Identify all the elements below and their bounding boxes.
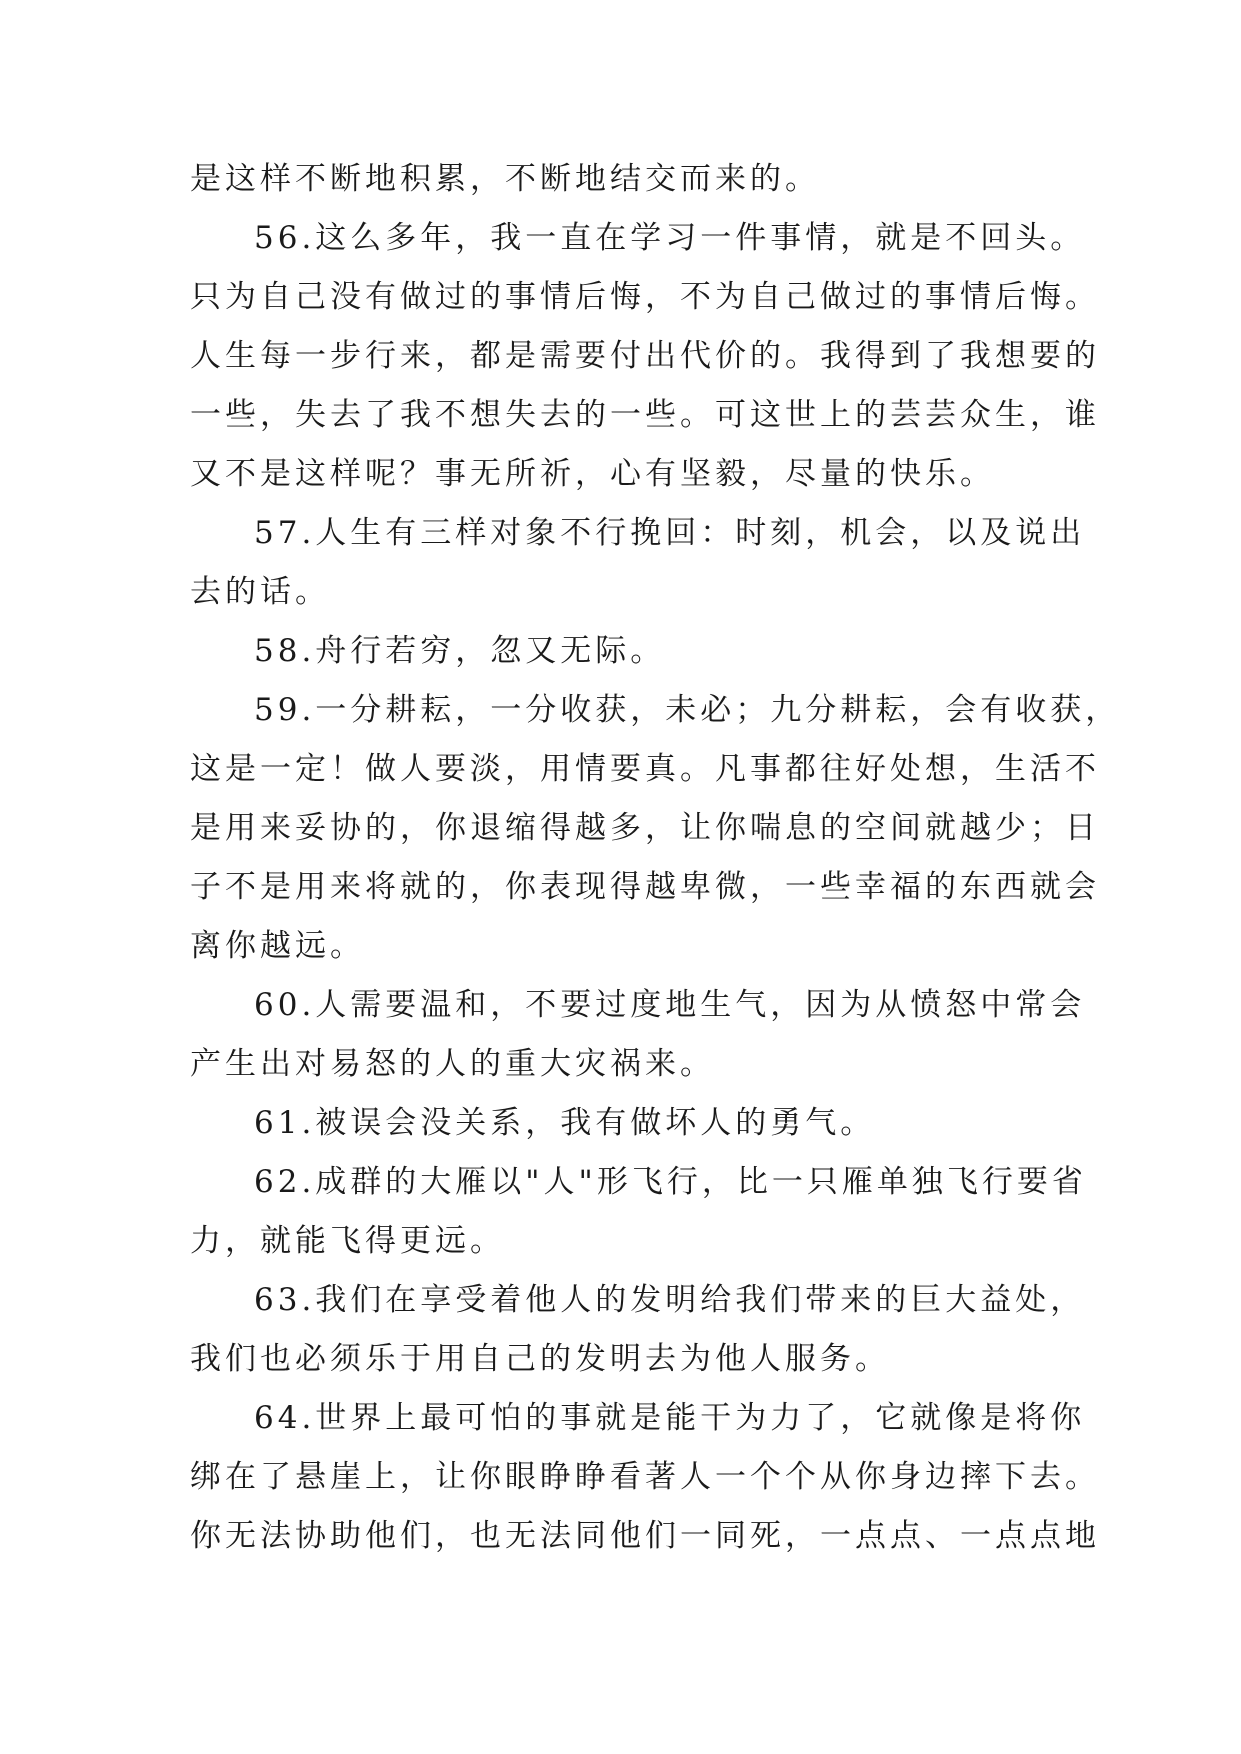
- text-line: 绑在了悬崖上，让你眼睁睁看著人一个个从你身边摔下去。: [190, 1459, 1100, 1495]
- text-line: 只为自己没有做过的事情后悔，不为自己做过的事情后悔。: [190, 279, 1100, 315]
- text-line: 这是一定！做人要淡，用情要真。凡事都往好处想，生活不: [190, 751, 1100, 787]
- document-page: [190, 150, 1121, 1566]
- text-line: 产生出对易怒的人的重大灾祸来。: [190, 1046, 715, 1082]
- text-line-item-61: 61.被误会没关系，我有做坏人的勇气。: [254, 1105, 876, 1141]
- text-line: 人生每一步行来，都是需要付出代价的。我得到了我想要的: [190, 338, 1100, 374]
- text-line-item-62: 62.成群的大雁以"人"形飞行，比一只雁单独飞行要省: [254, 1164, 1087, 1200]
- text-line-item-57: 57.人生有三样对象不行挽回：时刻，机会，以及说出: [254, 515, 1086, 551]
- text-line-item-58: 58.舟行若穷，忽又无际。: [254, 633, 666, 669]
- text-line: 子不是用来将就的，你表现得越卑微，一些幸福的东西就会: [190, 869, 1100, 905]
- text-line: 你无法协助他们，也无法同他们一同死，一点点、一点点地: [190, 1518, 1100, 1554]
- text-line: 是这样不断地积累，不断地结交而来的。: [190, 161, 820, 197]
- text-line: 我们也必须乐于用自己的发明去为他人服务。: [190, 1341, 890, 1377]
- text-line: 一些，失去了我不想失去的一些。可这世上的芸芸众生，谁: [190, 397, 1100, 433]
- text-line-item-56: 56.这么多年，我一直在学习一件事情，就是不回头。: [254, 220, 1086, 256]
- text-line-item-59: 59.一分耕耘，一分收获，未必；九分耕耘，会有收获，: [254, 692, 1121, 728]
- text-line: 是用来妥协的，你退缩得越多，让你喘息的空间就越少；日: [190, 810, 1100, 846]
- text-line: 离你越远。: [190, 928, 365, 964]
- text-line-item-64: 64.世界上最可怕的事就是能干为力了，它就像是将你: [254, 1400, 1086, 1436]
- text-line-item-60: 60.人需要温和，不要过度地生气，因为从愤怒中常会: [254, 987, 1086, 1023]
- text-line: 力，就能飞得更远。: [190, 1223, 505, 1259]
- text-line-item-63: 63.我们在享受着他人的发明给我们带来的巨大益处，: [254, 1282, 1086, 1318]
- text-line: 又不是这样呢？事无所祈，心有坚毅，尽量的快乐。: [190, 456, 995, 492]
- text-line: 去的话。: [190, 574, 330, 610]
